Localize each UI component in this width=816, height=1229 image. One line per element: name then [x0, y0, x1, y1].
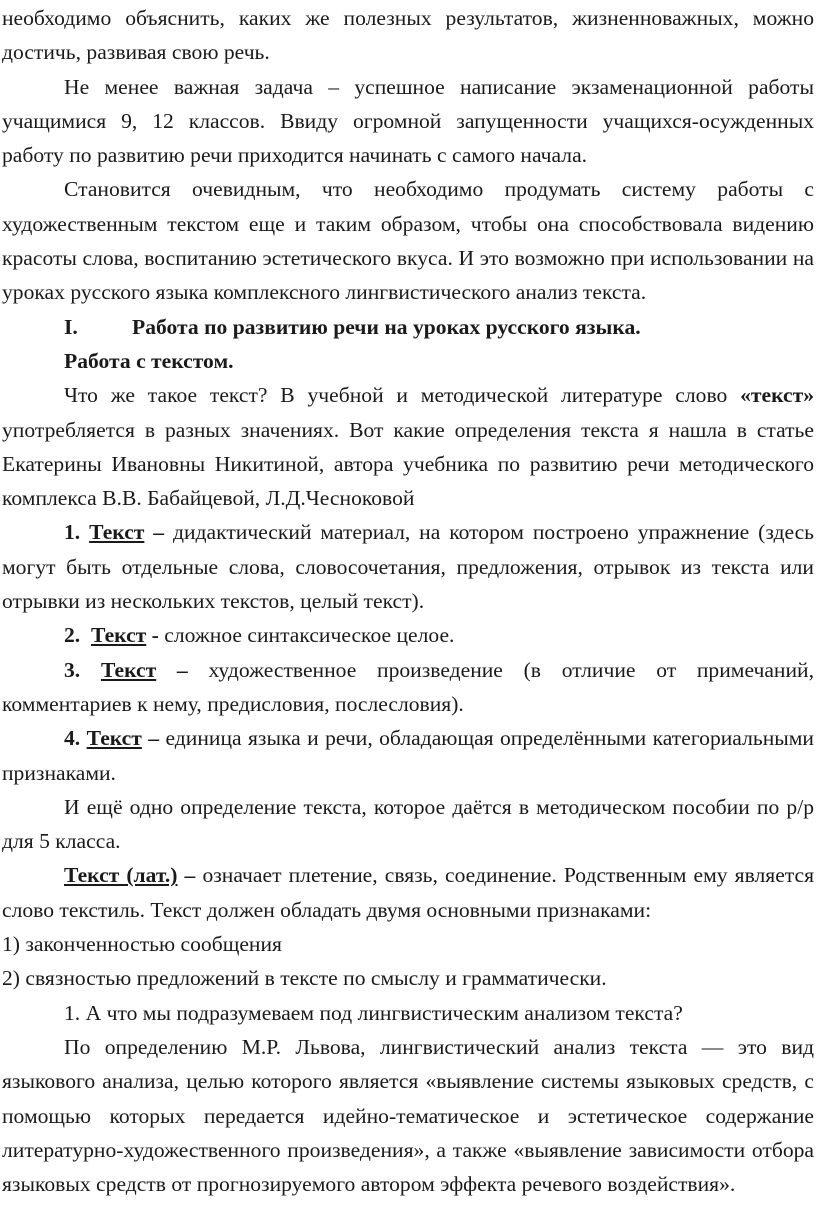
definition-text: художественное произведение (в отличие от примечаний, комментариев к нему, предисловия, послесловия). — [2, 657, 815, 716]
section-title: Работа по развитию речи на уроках русского языка. — [132, 314, 641, 339]
question-linguistic-analysis: 1. А что мы подразумеваем под лингвистическим анализом текста? — [64, 1000, 683, 1025]
definition-text: дидактический материал, на котором построено упражнение (здесь могут быть отдельные слова, словосочетания, предложения, отрывок из текста или отрывки из нескольких текстов, целый текст). — [2, 520, 815, 614]
term-quoted: «текст» — [740, 383, 814, 408]
definition-term: Текст — [89, 520, 145, 545]
text-definitions-intro: употребляется в разных значениях. Вот какие определения текста я нашла в статье Екатерины Ивановны Никитиной, автора учебника по развитию речи методического комплекса В.В. Бабайцевой, Л.Д.Чесноковой — [2, 417, 814, 511]
definition-term: Текст — [91, 623, 147, 648]
paragraph-system: Становится очевидным, что необходимо продумать систему работы с художественным текстом еще и таким образом, чтобы она способствовала видению красоты слова, воспитанию эстетического вкуса. И это возможно при использовании на уроках русского языка комплексного лингвистического анализ текста. — [2, 177, 814, 305]
definition-number: 2. — [64, 623, 81, 648]
definition-term: Текст (лат.) — [64, 863, 178, 888]
definition-dash: – — [144, 520, 174, 545]
definition-term: Текст — [100, 657, 157, 682]
definition-text: единица языка и речи, обладающая определёнными категориальными признаками. — [2, 726, 814, 785]
definition-2 — [2, 618, 814, 652]
definition-1 — [2, 515, 814, 618]
definition-dash: – — [177, 863, 203, 888]
paragraph-latin-definition — [2, 858, 814, 927]
list-item-1: 1) законченностью сообщения — [2, 932, 282, 957]
definition-term: Текст — [86, 726, 142, 751]
definition-text: сложное синтаксическое целое. — [164, 623, 455, 648]
definition-number: 3. — [64, 657, 81, 682]
paragraph-what-is-text — [2, 378, 814, 515]
section-subtitle: Работа с текстом. — [64, 348, 234, 373]
paragraph-exam-task: Не менее важная задача – успешное написание экзаменационной работы учащимися 9, 12 классов. Ввиду огромной запущенности учащихся-осужденных работу по развитию речи приходится начинать с самого начала. — [2, 74, 814, 168]
definition-dash: - — [146, 623, 165, 648]
list-item-2: 2) связностью предложений в тексте по смыслу и грамматически. — [2, 966, 607, 991]
section-heading — [2, 310, 814, 344]
text-question: Что же такое текст? В учебной и методической литературе слово — [64, 383, 741, 408]
paragraph-another-definition: И ещё одно определение текста, которое даётся в методическом пособии по р/р для 5 класса. — [2, 794, 814, 854]
paragraph-intro: необходимо объяснить, каких же полезных результатов, жизненноважных, можно достичь, развивая свою речь. — [2, 6, 814, 65]
definition-number: 4. — [64, 726, 81, 751]
definition-text: означает плетение, связь, соединение. Родственным ему является слово текстиль. Текст должен обладать двумя основными признаками: — [2, 863, 814, 922]
definition-3 — [2, 653, 814, 722]
definition-number: 1. — [64, 520, 81, 545]
definition-4 — [2, 721, 814, 790]
section-number: I. — [64, 314, 78, 339]
paragraph-lvov-definition: По определению М.Р. Львова, лингвистический анализ текста — это вид языкового анализа, целью которого является «выявление системы языковых средств, с помощью которых передается идейно-тематическое и эстетическое содержание литературно-художественного произведения», а также «выявление зависимости отбора языковых средств от прогнозируемого автором эффекта речевого воздействия». — [2, 1034, 814, 1197]
definition-dash: – — [156, 657, 209, 682]
definition-dash: – — [141, 726, 166, 751]
